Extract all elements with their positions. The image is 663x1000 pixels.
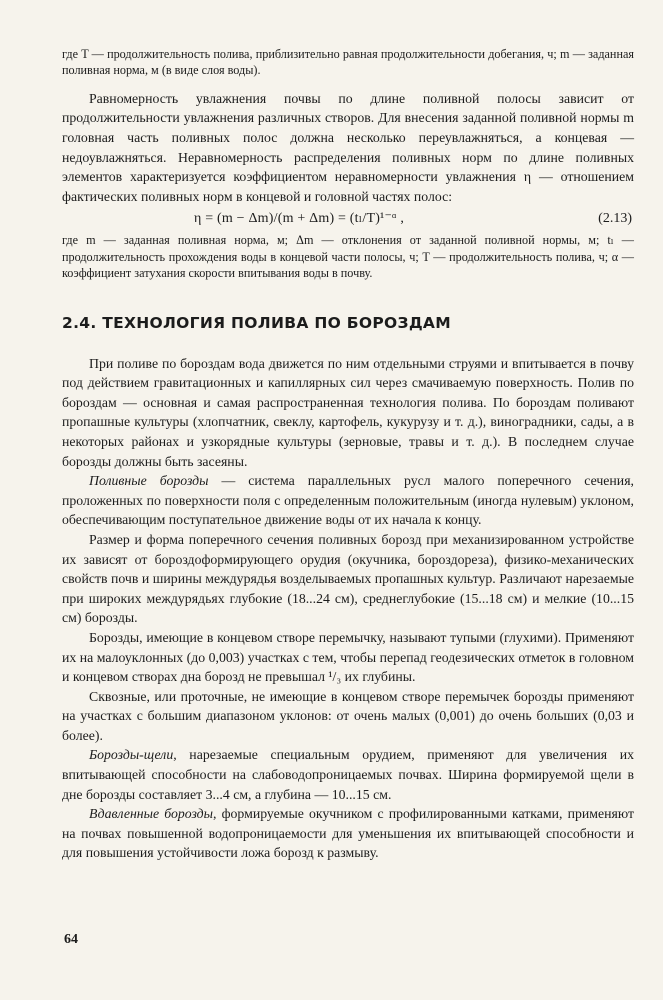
formula-2-13 — [62, 208, 634, 230]
term-irrigation-furrows: Поливные борозды — [89, 473, 209, 489]
paragraph-uniformity: Равномерность увлажнения почвы по длине поливной полосы зависит от продолжительности увлажнения различных створов. Для внесения заданной поливной нормы m головная часть поливных полос должна несколько переувлажняться, а концевая — недоувлажняться. Неравномерность распределения поливных норм по длине поливных элементов характеризуется коэффициентом неравномерности увлажнения η — отношением фактических поливных норм в концевой и головной частях полос: — [62, 90, 634, 204]
pressed-furrows-definition: , формируемые окучником с профилированными катками, применяют на почвах повышенной водопроницаемости для уменьшения их впитывающей способности и для повышения устойчивости ложа борозд к размыву. — [62, 806, 634, 861]
paragraph-slot-furrows — [62, 745, 634, 804]
paragraph-irrigation-furrows — [62, 471, 634, 530]
paragraph-furrow-size: Размер и форма поперечного сечения поливных борозд при механизированном устройстве их зависят от бороздоформирующего орудия (окучника, бороздореза), физико-механических свойств почв и ширины междурядья возделываемых пропашных культур. Различают нарезаемые при широких междурядьях глубокие (18...24 см), среднеглубокие (15...18 см) и мелкие (10...15 см) борозды. — [62, 531, 634, 626]
page-content — [62, 46, 634, 863]
equation-number: (2.13) — [598, 211, 632, 227]
term-pressed-furrows: Вдавленные борозды — [89, 806, 214, 822]
paragraph-intro: При поливе по бороздам вода движется по ним отдельными струями и впитывается в почву под действием гравитационных и капиллярных сил через смачиваемую поверхность. Полив по бороздам — основная и самая распространенная технология полива. По бороздам поливают пропашные культуры (хлопчатник, свеклу, картофель, кукурузу и т. д.), виноградники, сады, а в некоторых районах и узкорядные культуры (зерновые, травы и т. д.). В последнем случае борозды должны быть засеяны. — [62, 355, 634, 469]
paragraph-through-furrows: Сквозные, или проточные, не имеющие в концевом створе перемычек борозды применяют на участках с большим диапазоном уклонов: от очень малых (0,001) до очень больших (0,03 и более). — [62, 688, 634, 743]
paragraph-blind-furrows: Борозды, имеющие в концевом створе перемычку, называют тупыми (глухими). Применяют их на малоуклонных (до 0,003) участках с тем, чтобы перепад геодезических отметок в головном и концевом створах дна борозд не превышал ¹/₃ их глубины. — [62, 629, 634, 685]
formula-expression: η = (m − Δm)/(m + Δm) = (tₗ/T)¹⁻ᵅ , — [194, 211, 405, 227]
slot-furrows-definition: , нарезаемые специальным орудием, применяют для увеличения их впитывающей способности на слабоводопроницаемых почвах. Ширина формируемой щели в дне борозды составляет 3...4 см, а глубина — 10...15 см. — [62, 747, 634, 802]
top-note: где T — продолжительность полива, приблизительно равная продолжительности добегания, ч; m — заданная поливная норма, м (в виде слоя воды). — [62, 47, 634, 78]
irrigation-furrows-definition: — система параллельных русл малого поперечного сечения, проложенных по поверхности поля с определенным положительным (иногда нулевым) уклоном, обеспечивающим поступательное движение воды от их начала к концу. — [62, 473, 634, 528]
paragraph-pressed-furrows — [62, 804, 634, 863]
section-heading: 2.4. ТЕХНОЛОГИЯ ПОЛИВА ПО БОРОЗДАМ — [62, 313, 451, 332]
formula-note: где m — заданная поливная норма, м; Δm — отклонения от заданной поливной нормы, м; tₗ — продолжительность прохождения воды в концевой части полосы, ч; T — продолжительность полива, ч; α — коэффициент затухания скорости впитывания воды в почву. — [62, 233, 634, 281]
page-number: 64 — [64, 932, 78, 947]
term-slot-furrows: Борозды-щели — [89, 747, 174, 763]
